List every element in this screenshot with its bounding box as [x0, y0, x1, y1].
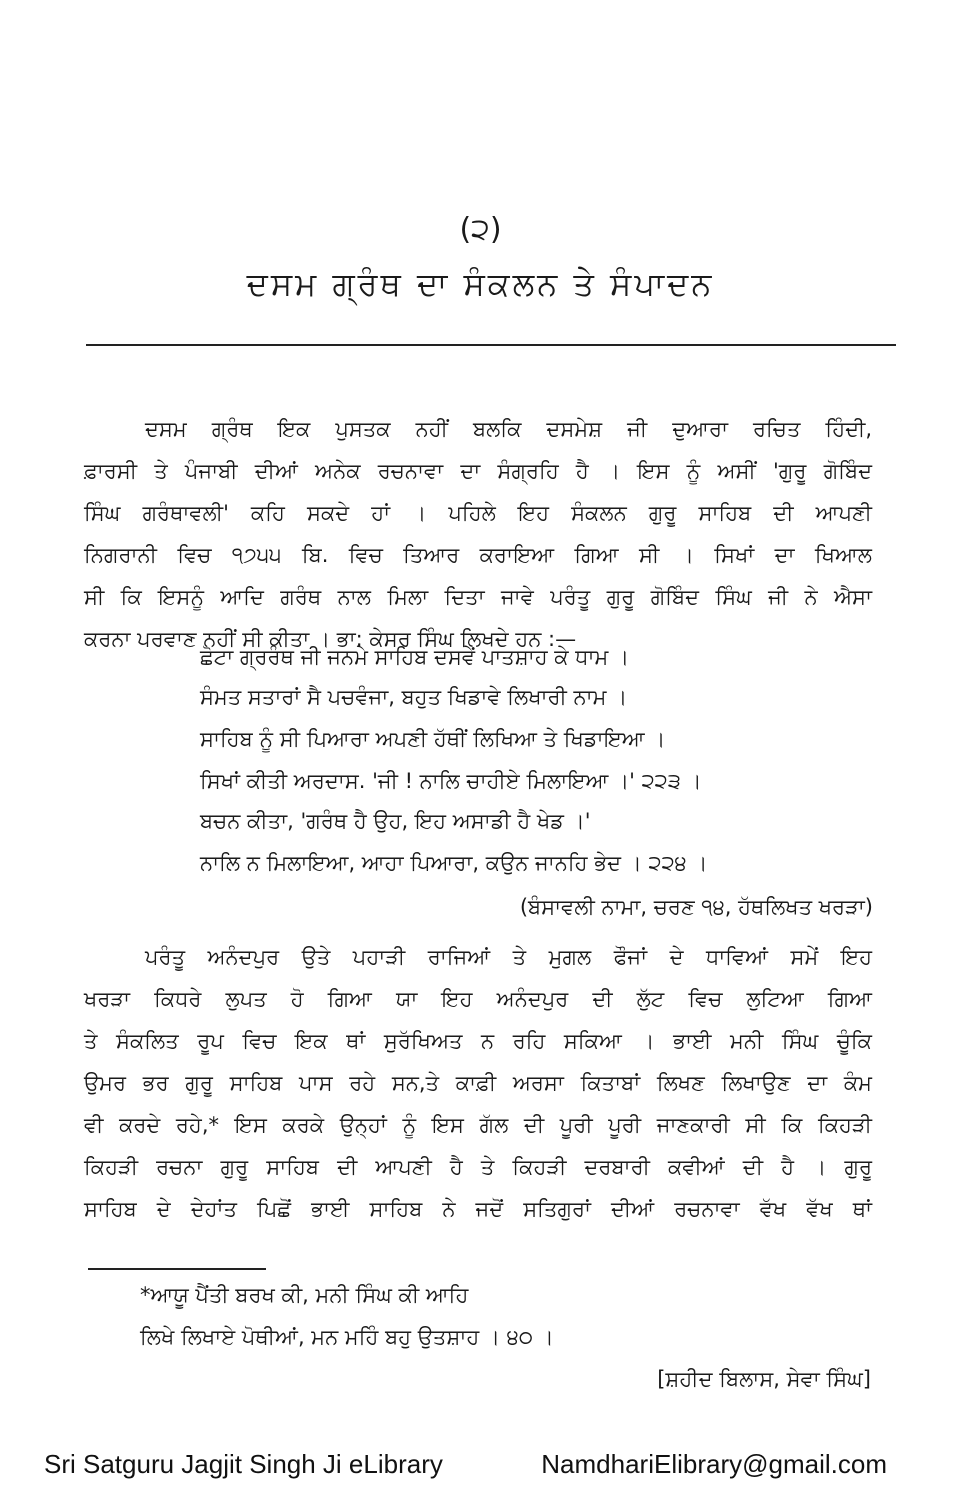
paragraph-line: ਤੇ ਸੰਕਲਿਤ ਰੂਪ ਵਿਚ ਇਕ ਥਾਂ ਸੁਰੱਖਿਅਤ ਨ ਰਹਿ ਸਕਿਆ । ਭਾਈ ਮਨੀ ਸਿੰਘ ਚੂੰਕਿ: [84, 1029, 872, 1053]
footnote-source: [ਸ਼ਹੀਦ ਬਿਲਾਸ, ਸੇਵਾ ਸਿੰਘ]: [657, 1367, 871, 1391]
footnote-line: ਲਿਖੇ ਲਿਖਾਏ ਪੋਥੀਆਂ, ਮਨ ਮਹਿੰ ਬਹੁ ਉਤਸ਼ਾਹ । ੪੦ ।: [140, 1325, 554, 1349]
paragraph-line: ਖਰੜਾ ਕਿਧਰੇ ਲੁਪਤ ਹੋ ਗਿਆ ਯਾ ਇਹ ਅਨੰਦਪੁਰ ਦੀ ਲੁੱਟ ਵਿਚ ਲੁਟਿਆ ਗਿਆ: [84, 987, 872, 1011]
paragraph-line: ਸਾਹਿਬ ਦੇ ਦੇਹਾਂਤ ਪਿਛੋਂ ਭਾਈ ਸਾਹਿਬ ਨੇ ਜਦੋਂ ਸਤਿਗੁਰਾਂ ਦੀਆਂ ਰਚਨਾਵਾ ਵੱਖ ਵੱਖ ਥਾਂ: [84, 1197, 872, 1221]
verse-line: ਸਾਹਿਬ ਨੂੰ ਸੀ ਪਿਆਰਾ ਅਪਣੀ ਹੱਥੀਂ ਲਿਖਿਆ ਤੇ ਖਿਡਾਇਆ ।: [200, 727, 666, 751]
paragraph-line: ਵੀ ਕਰਦੇ ਰਹੇ,* ਇਸ ਕਰਕੇ ਉਨ੍ਹਾਂ ਨੂੰ ਇਸ ਗੱਲ ਦੀ ਪੂਰੀ ਪੂਰੀ ਜਾਣਕਾਰੀ ਸੀ ਕਿ ਕਿਹੜੀ: [84, 1113, 872, 1137]
verse-line: ਨਾਲਿ ਨ ਮਿਲਾਇਆ, ਆਹਾ ਪਿਆਰਾ, ਕਉਨ ਜਾਨਹਿ ਭੇਦ । ੨੨੪ ।: [200, 851, 708, 875]
verse-line: ਸਿਖਾਂ ਕੀਤੀ ਅਰਦਾਸ. 'ਜੀ ! ਨਾਲਿ ਚਾਹੀਏ ਮਿਲਾਇਆ ।' ੨੨੩ ।: [200, 769, 702, 793]
verse-source: (ਬੰਸਾਵਲੀ ਨਾਮਾ, ਚਰਣ ੧੪, ਹੱਥਲਿਖਤ ਖਰੜਾ): [519, 895, 873, 919]
paragraph-line: ਉਮਰ ਭਰ ਗੁਰੂ ਸਾਹਿਬ ਪਾਸ ਰਹੇ ਸਨ,ਤੇ ਕਾਫ਼ੀ ਅਰਸਾ ਕਿਤਾਬਾਂ ਲਿਖਣ ਲਿਖਾਉਣ ਦਾ ਕੰਮ: [84, 1071, 872, 1095]
title-divider: [86, 344, 896, 346]
footer-library-name: Sri Satguru Jagjit Singh Ji eLibrary: [44, 1449, 443, 1479]
paragraph-line: ਫ਼ਾਰਸੀ ਤੇ ਪੰਜਾਬੀ ਦੀਆਂ ਅਨੇਕ ਰਚਨਾਵਾ ਦਾ ਸੰਗ੍ਰਹਿ ਹੈ । ਇਸ ਨੂੰ ਅਸੀਂ 'ਗੁਰੂ ਗੋਬਿੰਦ: [84, 459, 872, 483]
footnote-line: *ਆਯੂ ਪੈਂਤੀ ਬਰਖ ਕੀ, ਮਨੀ ਸਿੰਘ ਕੀ ਆਹਿ: [140, 1283, 469, 1307]
paragraph-line: ਕਰਨਾ ਪਰਵਾਣ ਨਹੀਂ ਸੀ ਕੀਤਾ । ਭਾ: ਕੇਸਰ ਸਿੰਘ ਲਿਖਦੇ ਹਨ :—: [84, 627, 577, 651]
paragraph-line: ਸਿੰਘ ਗਰੰਥਾਵਲੀ' ਕਹਿ ਸਕਦੇ ਹਾਂ । ਪਹਿਲੇ ਇਹ ਸੰਕਲਨ ਗੁਰੂ ਸਾਹਿਬ ਦੀ ਆਪਣੀ: [84, 501, 872, 525]
chapter-number: (੨): [459, 212, 502, 247]
paragraph-line: ਸੀ ਕਿ ਇਸਨੂੰ ਆਦਿ ਗਰੰਥ ਨਾਲ ਮਿਲਾ ਦਿਤਾ ਜਾਵੇ ਪਰੰਤੂ ਗੁਰੂ ਗੋਬਿੰਦ ਸਿੰਘ ਜੀ ਨੇ ਐਸਾ: [84, 585, 872, 609]
verse-line: ਛੋਟਾ ਗ੍ਰਰੰਥ ਜੀ ਜਨਮੇ ਸਾਹਿਬ ਦਸਵੇਂ ਪਾਤਸ਼ਾਹ ਕੇ ਧਾਮ ।: [200, 645, 630, 669]
verse-line: ਬਚਨ ਕੀਤਾ, 'ਗਰੰਥ ਹੈ ਉਹ, ਇਹ ਅਸਾਡੀ ਹੈ ਖੇਡ ।': [200, 809, 591, 833]
verse-line: ਸੰਮਤ ਸਤਾਰਾਂ ਸੈ ਪਚਵੰਜਾ, ਬਹੁਤ ਖਿਡਾਵੇ ਲਿਖਾਰੀ ਨਾਮ ।: [200, 685, 628, 709]
footer-email: NamdhariElibrary@gmail.com: [541, 1449, 887, 1479]
paragraph-line: ਦਸਮ ਗ੍ਰੰਥ ਇਕ ਪੁਸਤਕ ਨਹੀਂ ਬਲਕਿ ਦਸਮੇਸ਼ ਜੀ ਦੁਆਰਾ ਰਚਿਤ ਹਿੰਦੀ,: [145, 417, 872, 441]
chapter-title: ਦਸਮ ਗ੍ਰੰਥ ਦਾ ਸੰਕਲਨ ਤੇ ਸੰਪਾਦਨ: [246, 265, 715, 303]
paragraph-line: ਪਰੰਤੂ ਅਨੰਦਪੁਰ ਉਤੇ ਪਹਾੜੀ ਰਾਜਿਆਂ ਤੇ ਮੁਗਲ ਫੌਜਾਂ ਦੇ ਧਾਵਿਆਂ ਸਮੇਂ ਇਹ: [145, 945, 872, 969]
footnote-divider: [88, 1268, 266, 1270]
paragraph-line: ਨਿਗਰਾਨੀ ਵਿਚ ੧੭੫੫ ਬਿ. ਵਿਚ ਤਿਆਰ ਕਰਾਇਆ ਗਿਆ ਸੀ । ਸਿਖਾਂ ਦਾ ਖਿਆਲ: [84, 543, 872, 567]
paragraph-line: ਕਿਹੜੀ ਰਚਨਾ ਗੁਰੂ ਸਾਹਿਬ ਦੀ ਆਪਣੀ ਹੈ ਤੇ ਕਿਹੜੀ ਦਰਬਾਰੀ ਕਵੀਆਂ ਦੀ ਹੈ । ਗੁਰੂ: [84, 1155, 872, 1179]
